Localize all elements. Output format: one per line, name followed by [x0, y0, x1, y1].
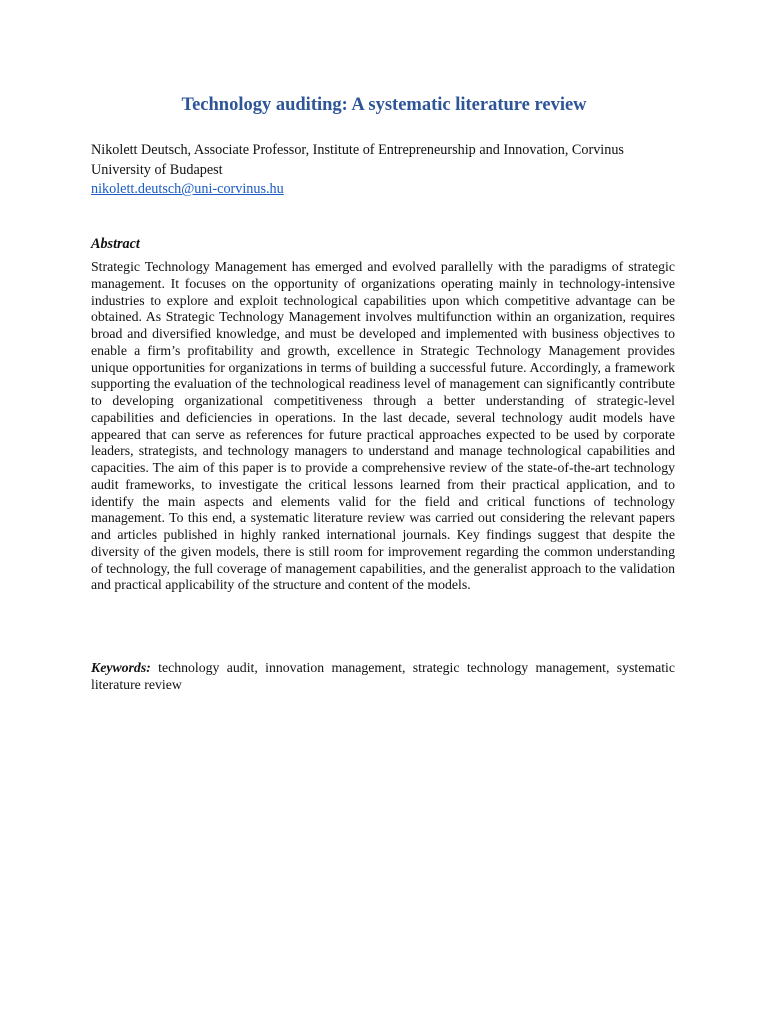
abstract-heading: Abstract — [91, 236, 140, 252]
author-affiliation: Nikolett Deutsch, Associate Professor, Institute of Entrepreneurship and Innovation, Corvinus University of Budapest — [91, 142, 624, 178]
author-email-link[interactable]: nikolett.deutsch@uni-corvinus.hu — [91, 181, 284, 197]
abstract-text: Strategic Technology Management has emerged and evolved parallelly with the paradigms of strategic management. It focuses on the opportunity of organizations operating mainly in technology-intensive industries to explore and exploit technological capabilities upon which competitive advantage can be obtained. As Strategic Technology Management involves multifunction within an organization, requires broad and diversified knowledge, and must be developed and implemented with business objectives to enable a firm’s profitability and growth, excellence in Strategic Technology Management provides unique opportunities for organizations in terms of building a successful future. Accordingly, a framework supporting the evaluation of the technological readiness level of management can significantly contribute to developing organizational competitiveness through a better understanding of strategic-level capabilities and deficiencies in operations. In the last decade, several technology audit models have appeared that can serve as references for future practical approaches expected to be used by corporate leaders, strategists, and technology managers to understand and manage technological capabilities and capacities. The aim of this paper is to provide a comprehensive review of the state-of-the-art technology audit frameworks, to investigate the critical lessons learned from their practical application, and to identify the main aspects and elements valid for the field and critical functions of technology management. To this end, a systematic literature review was carried out considering the relevant papers and articles published in highly ranked international journals. Key findings suggest that despite the diversity of the given models, there is still room for improvement regarding the common understanding of technology, the full coverage of management capabilities, and the generalist approach to the validation and practical applicability of the structure and content of the models. — [91, 259, 675, 593]
keywords-paragraph — [91, 659, 675, 693]
keywords-label: Keywords: — [91, 660, 151, 675]
paper-title: Technology auditing: A systematic literature review — [181, 95, 587, 115]
keywords-list: technology audit, innovation management, strategic technology management, systematic literature review — [91, 660, 675, 692]
author-block — [91, 141, 681, 200]
